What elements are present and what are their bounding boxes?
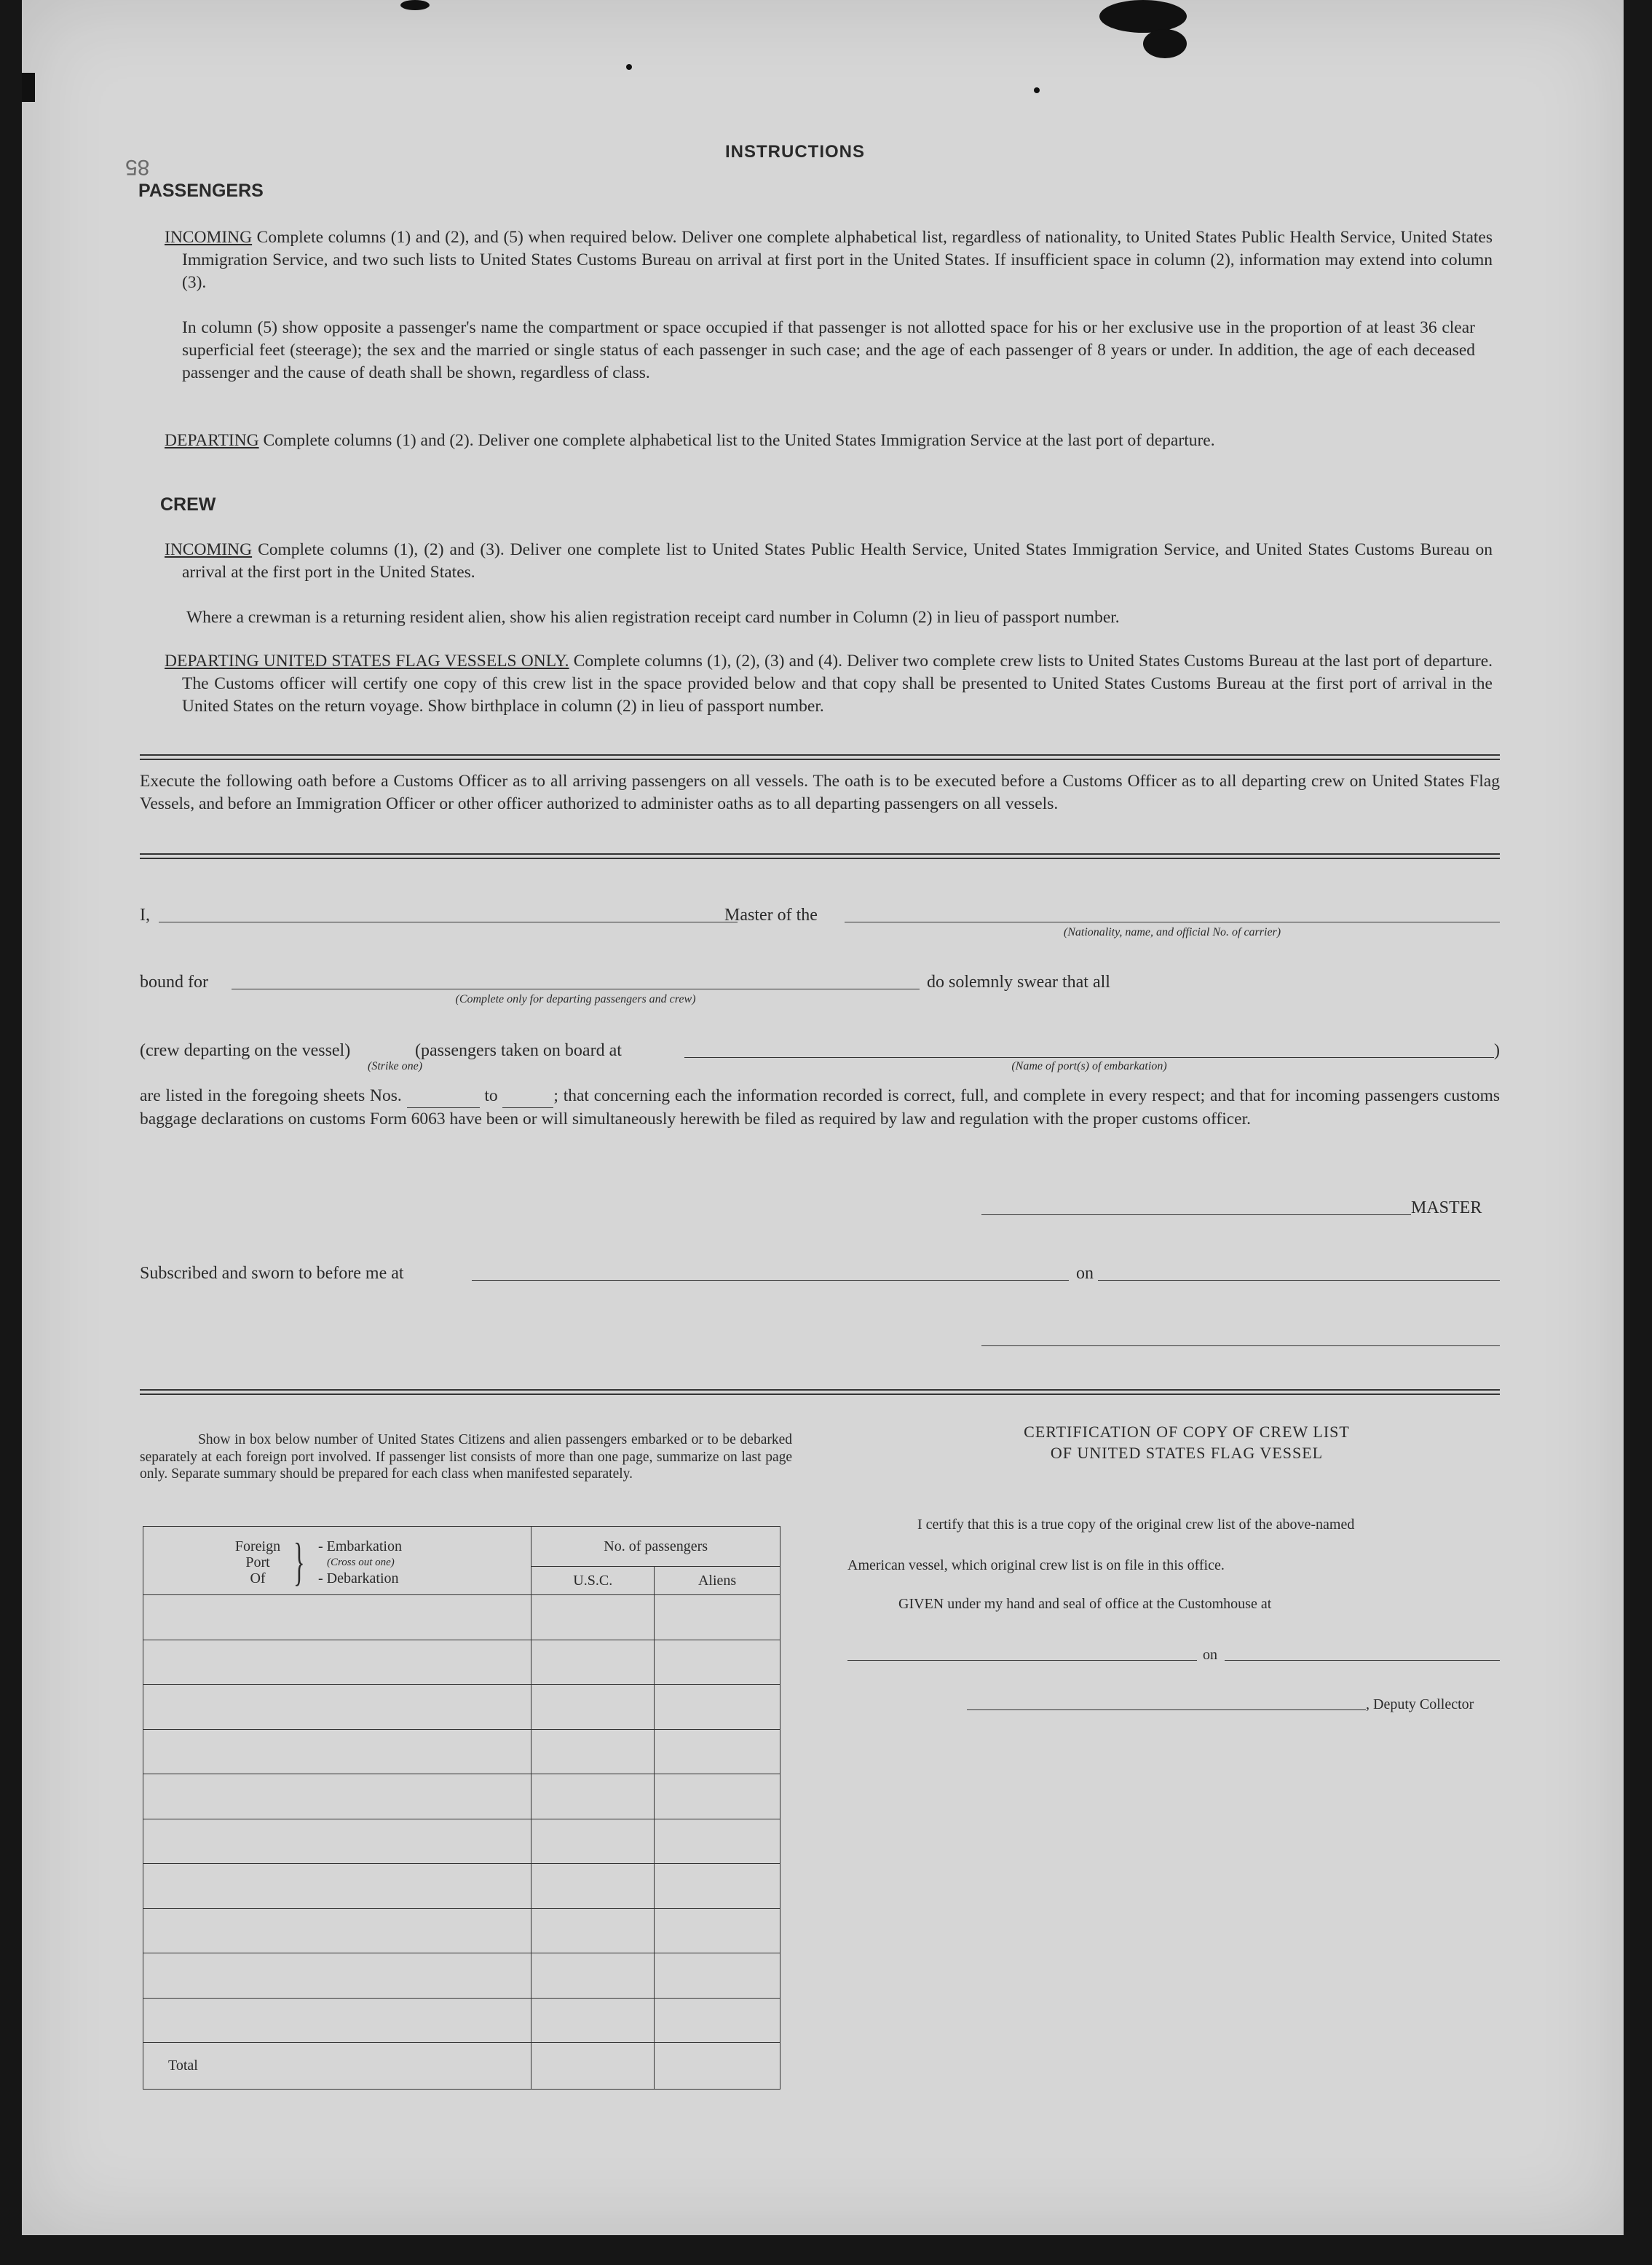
torn-edge: [22, 73, 35, 102]
oath-instruction: Execute the following oath before a Customs Officer as to all arriving passengers on all vessels. The oath is to be executed before a Customs Officer as to all departing crew on United States Flag Vessels, and before an Immigration Officer or other officer authorized to administer oaths as to all departing passengers on all vessels.: [140, 772, 1500, 813]
port-cell[interactable]: [143, 1729, 531, 1774]
swear-label: do solemnly swear that all: [927, 973, 1110, 992]
strike-caption: (Strike one): [368, 1060, 423, 1072]
sworn-date-field[interactable]: [1098, 1280, 1500, 1281]
passengers-heading: PASSENGERS: [138, 181, 264, 201]
passengers-departing-label: DEPARTING: [165, 431, 259, 450]
sheet-from-field[interactable]: [407, 1085, 480, 1108]
sworn-on-label: on: [1076, 1264, 1094, 1283]
sheets-paragraph: [140, 1085, 1500, 1131]
embarkation-ports-field[interactable]: [684, 1057, 1494, 1058]
close-paren: ): [1494, 1041, 1500, 1060]
debarkation-option[interactable]: - Debarkation: [318, 1570, 399, 1586]
usc-cell[interactable]: [531, 1729, 655, 1774]
aliens-cell[interactable]: [655, 1729, 780, 1774]
officer-signature-field[interactable]: [981, 1345, 1500, 1346]
section-divider: [140, 1389, 1500, 1395]
usc-header: U.S.C.: [531, 1567, 655, 1595]
passengers-departing-block: [165, 430, 1493, 452]
passenger-summary-table: [143, 1526, 780, 2090]
summary-instruction: Show in box below number of United States Citizens and alien passengers embarked or to be debarked separately at each foreign port involved. If passenger list consists of more than one page, summarize on last page only. Separate summary should be prepared for each class when manifested separately.: [140, 1432, 792, 1482]
aliens-cell[interactable]: [655, 1640, 780, 1685]
port-cell[interactable]: [143, 1953, 531, 1999]
aliens-cell[interactable]: [655, 1595, 780, 1640]
aliens-cell[interactable]: [655, 1953, 780, 1999]
aliens-cell[interactable]: [655, 1908, 780, 1953]
aliens-cell[interactable]: [655, 1685, 780, 1730]
master-signature-field[interactable]: [981, 1214, 1411, 1215]
certify-line-2: American vessel, which original crew list is on file in this office.: [847, 1557, 1225, 1573]
crew-departing-block: [165, 650, 1493, 718]
certification-title-line-2: OF UNITED STATES FLAG VESSEL: [1050, 1444, 1324, 1462]
usc-cell[interactable]: [531, 1595, 655, 1640]
usc-cell[interactable]: [531, 1640, 655, 1685]
passengers-boarded-option[interactable]: (passengers taken on board at: [415, 1041, 622, 1060]
port-cell[interactable]: [143, 1998, 531, 2043]
sworn-place-field[interactable]: [472, 1280, 1069, 1281]
port-cell[interactable]: [143, 1685, 531, 1730]
usc-cell[interactable]: [531, 1998, 655, 2043]
usc-cell[interactable]: [531, 1774, 655, 1819]
passengers-incoming-block: [165, 226, 1493, 294]
page-title: INSTRUCTIONS: [725, 142, 865, 162]
certify-line-1: I certify that this is a true copy of the original crew list of the above-named: [917, 1517, 1355, 1533]
sheet-to-field[interactable]: [502, 1085, 553, 1108]
brace-icon: }: [293, 1533, 305, 1591]
port-cell[interactable]: [143, 1819, 531, 1864]
certification-date-field[interactable]: [1225, 1660, 1500, 1661]
certification-title: [874, 1421, 1500, 1463]
subscribed-label: Subscribed and sworn to before me at: [140, 1264, 404, 1283]
speck: [1034, 87, 1040, 93]
passengers-departing-text: Complete columns (1) and (2). Deliver one complete alphabetical list to the United States Immigration Service at the last port of departure.: [263, 431, 1215, 450]
port-cell[interactable]: [143, 1640, 531, 1685]
port-label-1: Foreign: [234, 1538, 281, 1554]
usc-cell[interactable]: [531, 1864, 655, 1909]
aliens-cell[interactable]: [655, 1864, 780, 1909]
embarkation-option[interactable]: - Embarkation: [318, 1538, 402, 1554]
passengers-incoming-label: INCOMING: [165, 228, 253, 247]
column5-text: In column (5) show opposite a passenger's name the compartment or space occupied if that passenger is not allotted space for his or her exclusive use in the proportion of at least 36 clear superficial feet (steerage); the sex and the married or single status of each passenger in such case; and the age of each passenger of 8 years or under. In addition, the age of each deceased passenger and the cause of death shall be shown, regardless of class.: [182, 318, 1475, 382]
section-divider: [140, 853, 1500, 859]
torn-edge: [1143, 29, 1187, 58]
sheets-post: ; that concerning each the information recorded is correct, full, and complete in every respect; and that for incoming passengers customs baggage declarations on customs Form 6063 have been or will simultaneously herewith be filed as required by law and regulation with the proper customs officer.: [140, 1086, 1501, 1128]
deputy-collector-label: , Deputy Collector: [1366, 1696, 1474, 1712]
form-page: [22, 0, 1624, 2235]
carrier-caption: (Nationality, name, and official No. of carrier): [1063, 926, 1281, 938]
sheets-to: to: [484, 1086, 498, 1105]
port-cell[interactable]: [143, 1908, 531, 1953]
customhouse-field[interactable]: [847, 1660, 1197, 1661]
oath-i-label: I,: [140, 906, 150, 925]
port-label-2: Port: [245, 1554, 270, 1570]
port-label-3: Of: [250, 1570, 266, 1586]
cross-out-caption: (Cross out one): [327, 1557, 395, 1568]
certification-title-line-1: CERTIFICATION OF COPY OF CREW LIST: [1024, 1423, 1350, 1441]
master-of-label: Master of the: [724, 906, 818, 925]
crew-resident-text: Where a crewman is a returning resident alien, show his alien registration receipt card number in Column (2) in lieu of passport number.: [186, 608, 1120, 627]
master-label: MASTER: [1411, 1198, 1482, 1217]
aliens-header: Aliens: [655, 1567, 780, 1595]
crew-departing-label: DEPARTING UNITED STATES FLAG VESSELS ONLY.: [165, 652, 569, 671]
crew-departing-text: Complete columns (1), (2), (3) and (4). Deliver two complete crew lists to United States Customs Bureau at the last port of departure. The Customs officer will certify one copy of this crew list in the space provided below and that copy shall be presented to United States Customs Bureau at the first port of arrival in the United States on the return voyage. Show birthplace in column (2) in lieu of passport number.: [182, 652, 1493, 716]
crew-departing-option[interactable]: (crew departing on the vessel): [140, 1041, 351, 1060]
margin-page-number: 85: [125, 155, 150, 179]
bound-for-label: bound for: [140, 973, 208, 992]
usc-cell[interactable]: [531, 1685, 655, 1730]
aliens-cell[interactable]: [655, 1998, 780, 2043]
section-divider: [140, 754, 1500, 760]
torn-edge: [1099, 0, 1187, 33]
port-header-cell: [143, 1527, 531, 1595]
crew-incoming-label: INCOMING: [165, 540, 253, 559]
ports-caption: (Name of port(s) of embarkation): [1011, 1060, 1167, 1072]
given-line: GIVEN under my hand and seal of office at the Customhouse at: [898, 1596, 1272, 1612]
torn-edge: [400, 0, 430, 10]
crew-incoming-text: Complete columns (1), (2) and (3). Deliver one complete list to United States Public Health Service, United States Immigration Service, and United States Customs Bureau on arrival at the first port in the United States.: [182, 540, 1493, 582]
usc-cell[interactable]: [531, 1953, 655, 1999]
port-cell[interactable]: [143, 1774, 531, 1819]
speck: [626, 64, 632, 70]
aliens-cell[interactable]: [655, 1774, 780, 1819]
total-aliens-cell[interactable]: [655, 2043, 780, 2090]
usc-cell[interactable]: [531, 1819, 655, 1864]
passengers-incoming-text: Complete columns (1) and (2), and (5) when required below. Deliver one complete alphabetical list, regardless of nationality, to United States Public Health Service, United States Immigration Service, and two such lists to United States Customs Bureau on arrival at first port in the United States. If insufficient space in column (2), information may extend into column (3).: [182, 228, 1493, 292]
aliens-cell[interactable]: [655, 1819, 780, 1864]
bound-for-caption: (Complete only for departing passengers and crew): [455, 993, 696, 1005]
port-cell[interactable]: [143, 1595, 531, 1640]
certification-on-label: on: [1203, 1647, 1217, 1663]
crew-heading: CREW: [160, 494, 216, 515]
port-cell[interactable]: [143, 1864, 531, 1909]
usc-cell[interactable]: [531, 1908, 655, 1953]
crew-incoming-block: [165, 539, 1493, 584]
deputy-signature-field[interactable]: [967, 1709, 1366, 1710]
total-row-label: Total: [143, 2043, 531, 2090]
total-usc-cell[interactable]: [531, 2043, 655, 2090]
sheets-pre: are listed in the foregoing sheets Nos.: [140, 1086, 402, 1105]
no-passengers-header: No. of passengers: [531, 1527, 780, 1567]
